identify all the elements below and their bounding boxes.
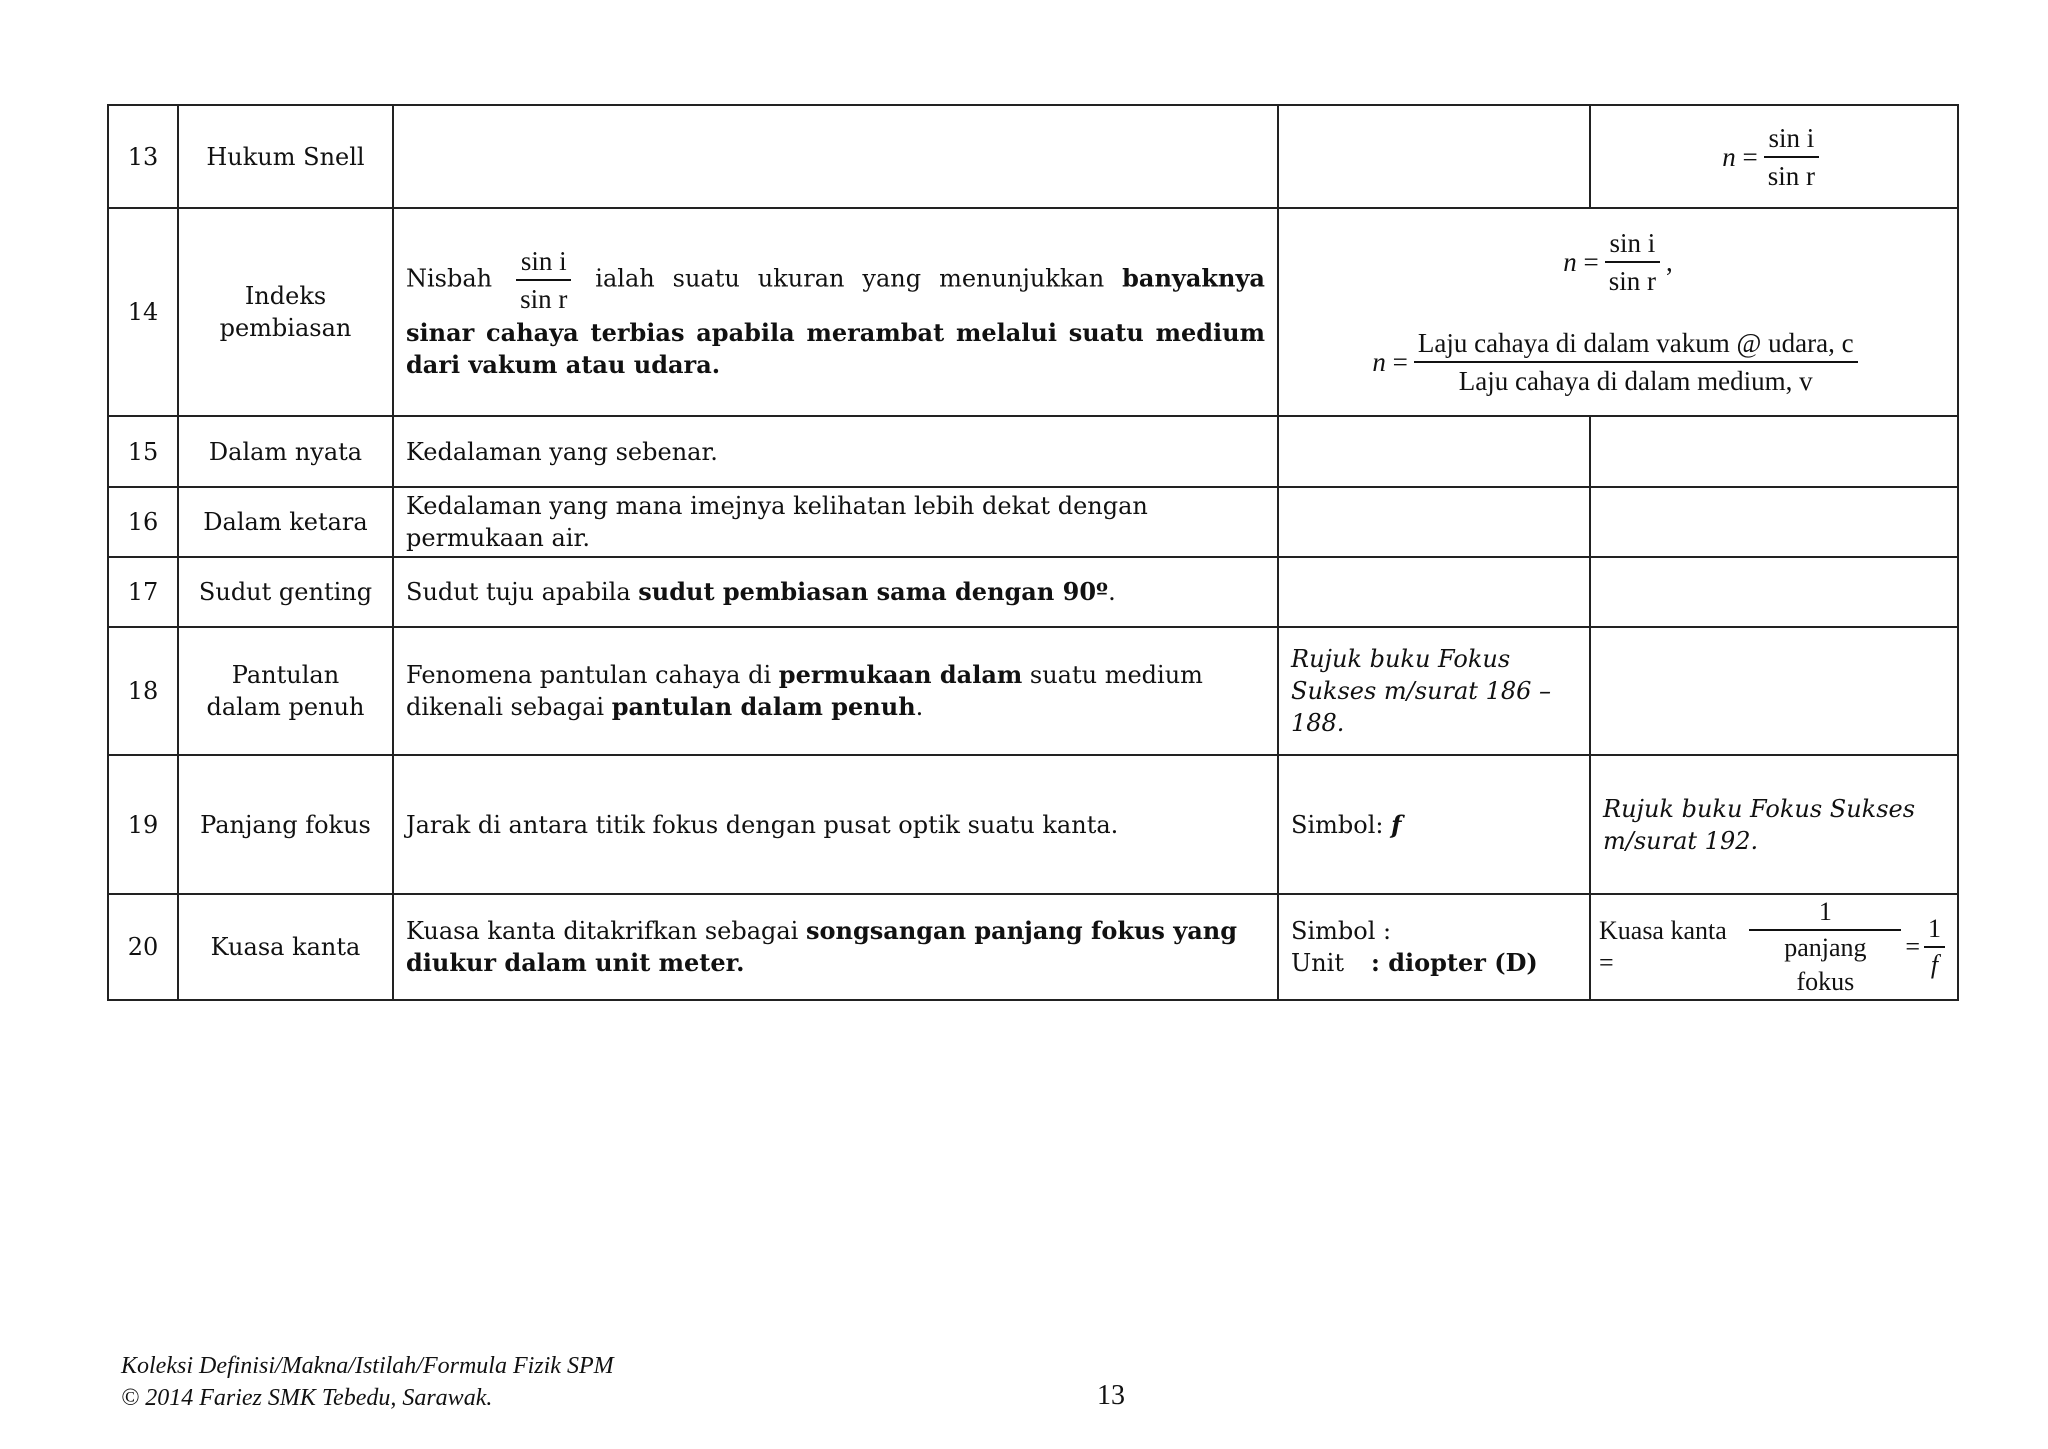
row-formula-cell (1590, 894, 1958, 1000)
row-definition (393, 105, 1278, 208)
row-term: Dalam nyata (178, 416, 393, 487)
footer-copyright: © 2014 Fariez SMK Tebedu, Sarawak. (121, 1385, 493, 1411)
fraction-numerator: sin i (1605, 225, 1660, 263)
definition-bold-text: permukaan dalam (778, 660, 1023, 689)
table-row (108, 487, 1958, 557)
fraction-denominator: Laju cahaya di dalam medium, v (1458, 366, 1813, 396)
row-formula-cell (1590, 557, 1958, 627)
fraction-denominator: f (1930, 950, 1939, 979)
row-number: 17 (108, 557, 178, 627)
row-formula-cell (1590, 105, 1958, 208)
row-definition (393, 208, 1278, 416)
formula-equals: = (1583, 247, 1599, 277)
formula-variable: n (1722, 141, 1736, 172)
table-row (108, 416, 1958, 487)
row-definition (393, 557, 1278, 627)
row-symbol-cell (1278, 557, 1590, 627)
row-symbol-cell (1278, 487, 1590, 557)
row-formula-cell (1590, 416, 1958, 487)
row-number: 20 (108, 894, 178, 1000)
fraction-numerator: sin i (1764, 120, 1819, 158)
definition-text: suatu medium dikenali sebagai (406, 661, 1203, 721)
symbol-label: Simbol : (1291, 917, 1392, 945)
snell-formula (1603, 120, 1945, 194)
formula-equals: = (1742, 141, 1758, 172)
row-term: Pantulan dalam penuh (178, 627, 393, 755)
footer-title: Koleksi Definisi/Makna/Istilah/Formula Fizik SPM (121, 1353, 614, 1379)
formula-equals: = (1392, 347, 1408, 377)
table-row (108, 755, 1958, 894)
row-symbol-cell (1278, 105, 1590, 208)
row-term: Hukum Snell (178, 105, 393, 208)
table-row (108, 894, 1958, 1000)
fraction-numerator: 1 (1924, 912, 1945, 948)
row-number: 16 (108, 487, 178, 557)
reference-note: Rujuk buku Fokus Sukses m/surat 186 – 188. (1291, 645, 1552, 737)
refractive-index-formulas (1291, 225, 1945, 399)
page-footer (121, 1350, 614, 1414)
formula-variable: n (1563, 247, 1577, 277)
row-number: 13 (108, 105, 178, 208)
fraction-denominator: sin r (1767, 160, 1815, 191)
row-number: 18 (108, 627, 178, 755)
definition-text: Fenomena pantulan cahaya di (406, 661, 772, 689)
sin-ratio-fraction (516, 243, 571, 317)
speed-ratio-fraction (1414, 325, 1858, 399)
row-formula-cell (1590, 487, 1958, 557)
row-symbol-cell (1278, 894, 1590, 1000)
page-number: 13 (1097, 1380, 1125, 1411)
definition-text: Nisbah (406, 264, 493, 293)
row-definition: Kedalaman yang mana imejnya kelihatan lebih dekat dengan permukaan air. (393, 487, 1278, 557)
fraction-denominator: sin r (520, 284, 568, 314)
formula-sin-ratio (1563, 225, 1672, 299)
row-number: 15 (108, 416, 178, 487)
definitions-table (107, 104, 1959, 1001)
unit-label: Unit (1291, 949, 1345, 977)
lens-power-fraction (1749, 895, 1901, 999)
row-definition (393, 627, 1278, 755)
row-definition: Jarak di antara titik fokus dengan pusat optik suatu kanta. (393, 755, 1278, 894)
row-number: 14 (108, 208, 178, 416)
row-term: Indeks pembiasan (178, 208, 393, 416)
symbol-value: f (1391, 809, 1402, 839)
table-row (108, 105, 1958, 208)
formula-speed-ratio (1372, 325, 1863, 399)
reference-note: Rujuk buku Fokus Sukses m/surat 192. (1603, 794, 1916, 855)
unit-value: : diopter (D) (1371, 948, 1538, 977)
table-row (108, 627, 1958, 755)
definition-bold-text: sudut pembiasan sama dengan 90º (638, 577, 1109, 606)
formula-comma: , (1665, 247, 1673, 277)
row-symbol-cell (1278, 416, 1590, 487)
definition-text: ialah suatu ukuran yang menunjukkan (595, 264, 1105, 293)
definition-bold-text: songsangan panjang fokus yang diukur dalam unit meter. (406, 916, 1238, 977)
row-number: 19 (108, 755, 178, 894)
fraction-denominator: sin r (1608, 266, 1656, 296)
table-row (108, 208, 1958, 416)
fraction-numerator: Laju cahaya di dalam vakum @ udara, c (1414, 325, 1858, 363)
lens-power-formula (1599, 895, 1949, 999)
fraction-numerator: sin i (516, 243, 571, 281)
definition-bold-text: banyaknya sinar cahaya terbias apabila merambat melalui suatu medium dari vakum atau udara. (406, 263, 1265, 379)
row-formula-cell (1590, 627, 1958, 755)
definition-bold-text: pantulan dalam penuh (611, 692, 916, 721)
formula-variable: n (1372, 347, 1386, 377)
sin-ratio-fraction (1605, 225, 1660, 299)
definition-text: Kuasa kanta ditakrifkan sebagai (406, 917, 799, 945)
definition-text: . (1108, 578, 1116, 606)
fraction-denominator: panjang fokus (1784, 933, 1867, 996)
unit-line (1291, 947, 1577, 979)
inverse-f-fraction (1924, 912, 1945, 982)
row-definition: Kedalaman yang sebenar. (393, 416, 1278, 487)
row-formula-cell (1278, 208, 1958, 416)
row-formula-cell (1590, 755, 1958, 894)
symbol-label: Simbol: (1291, 810, 1384, 839)
fraction-numerator: 1 (1749, 895, 1901, 931)
formula-lhs: Kuasa kanta = (1599, 916, 1727, 977)
row-symbol-cell (1278, 627, 1590, 755)
formula-equals: = (1905, 932, 1920, 961)
row-term: Sudut genting (178, 557, 393, 627)
definition-text: Sudut tuju apabila (406, 578, 631, 606)
row-term: Panjang fokus (178, 755, 393, 894)
sin-ratio-fraction (1764, 120, 1819, 194)
row-term: Kuasa kanta (178, 894, 393, 1000)
definition-text: . (915, 693, 924, 721)
row-symbol-cell (1278, 755, 1590, 894)
table-row (108, 557, 1958, 627)
row-term: Dalam ketara (178, 487, 393, 557)
row-definition (393, 894, 1278, 1000)
